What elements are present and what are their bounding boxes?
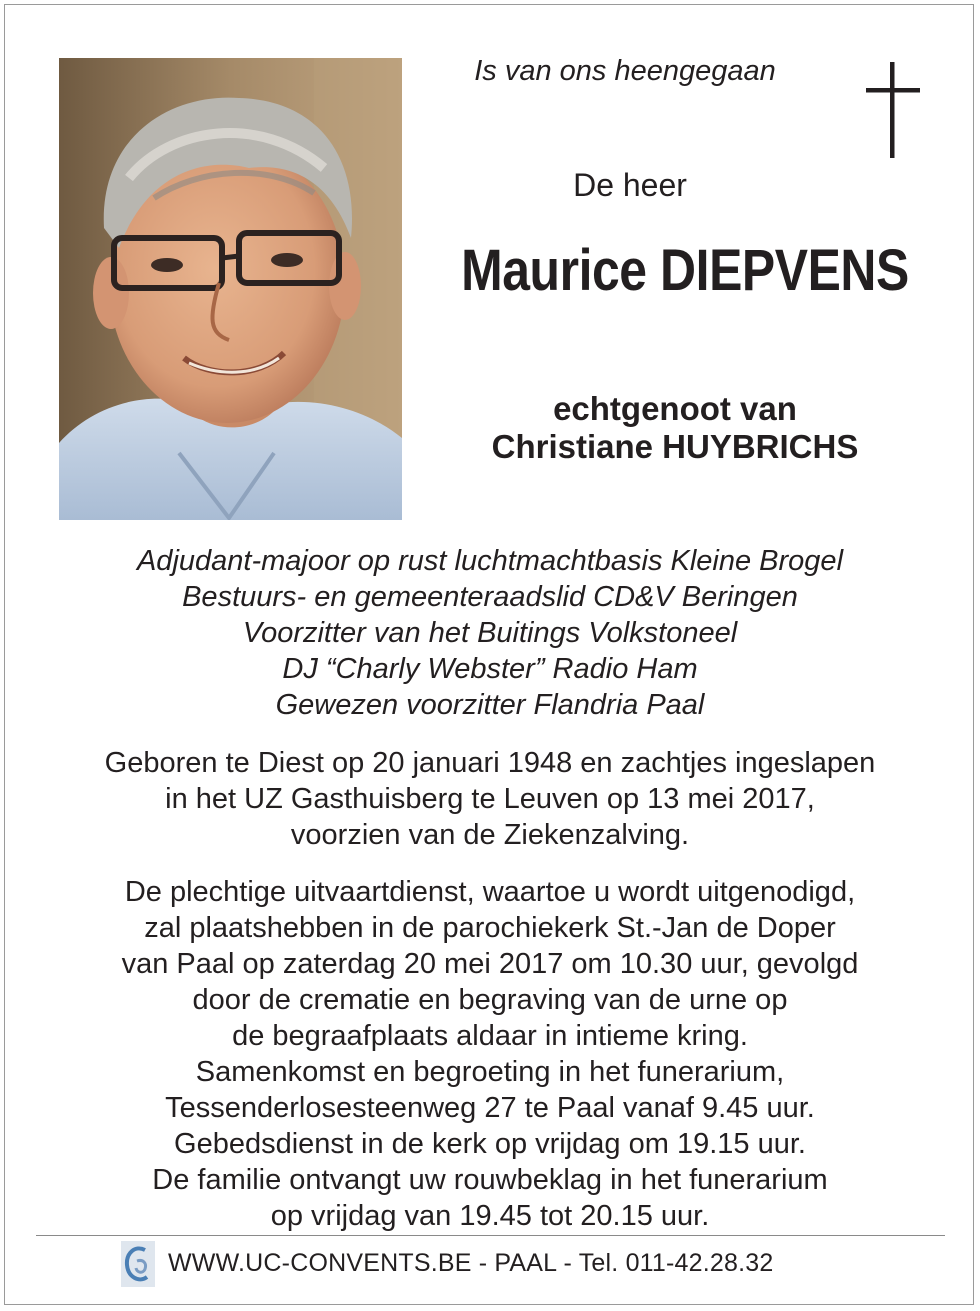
role-line: Adjudant-majoor op rust luchtmachtbasis Kleine Brogel — [136, 545, 844, 577]
portrait-photo — [59, 58, 402, 520]
roles-list — [40, 543, 940, 723]
birth-line: Geboren te Diest op 20 januari 1948 en zachtjes ingeslapen — [104, 747, 876, 779]
funeral-paragraph — [40, 874, 940, 1234]
role-line: Bestuurs- en gemeenteraadslid CD&V Beringen — [182, 581, 798, 613]
footer-divider — [36, 1235, 945, 1236]
role-line: Voorzitter van het Buitings Volkstoneel — [242, 617, 738, 649]
role-line: DJ “Charly Webster” Radio Ham — [282, 653, 698, 685]
birth-line: in het UZ Gasthuisberg te Leuven op 13 mei 2017, — [165, 783, 815, 815]
funeral-line: door de crematie en begraving van de urne op — [192, 984, 788, 1016]
footer-contact: WWW.UC-CONVENTS.BE - PAAL - Tel. 011-42.28.32 — [168, 1249, 774, 1277]
birth-paragraph — [40, 745, 940, 853]
title-prefix: De heer — [573, 167, 687, 203]
funeral-line: De plechtige uitvaartdienst, waartoe u wordt uitgenodigd, — [124, 876, 856, 908]
spouse-relation: echtgenoot van — [553, 390, 797, 427]
funeral-line: Tessenderlosesteenweg 27 te Paal vanaf 9.45 uur. — [165, 1092, 815, 1124]
funeral-line: de begraafplaats aldaar in intieme kring. — [232, 1020, 748, 1052]
funeral-line: Samenkomst en begroeting in het funerarium, — [195, 1056, 785, 1088]
deceased-name: Maurice DIEPVENS — [461, 238, 909, 303]
spouse-name: Christiane HUYBRICHS — [491, 428, 859, 465]
spouse-block — [430, 390, 920, 466]
birth-line: voorzien van de Ziekenzalving. — [290, 819, 690, 851]
uc-convents-logo-icon — [121, 1241, 155, 1287]
funeral-line: op vrijdag van 19.45 tot 20.15 uur. — [270, 1200, 710, 1232]
funeral-line: van Paal op zaterdag 20 mei 2017 om 10.30 uur, gevolgd — [121, 948, 859, 980]
funeral-line: De familie ontvangt uw rouwbeklag in het funerarium — [152, 1164, 828, 1196]
role-line: Gewezen voorzitter Flandria Paal — [275, 689, 705, 721]
latin-cross-icon — [860, 60, 926, 160]
funeral-line: Gebedsdienst in de kerk op vrijdag om 19.15 uur. — [174, 1128, 806, 1160]
intro-text: Is van ons heengegaan — [474, 55, 776, 87]
funeral-line: zal plaatshebben in de parochiekerk St.-Jan de Doper — [144, 912, 836, 944]
